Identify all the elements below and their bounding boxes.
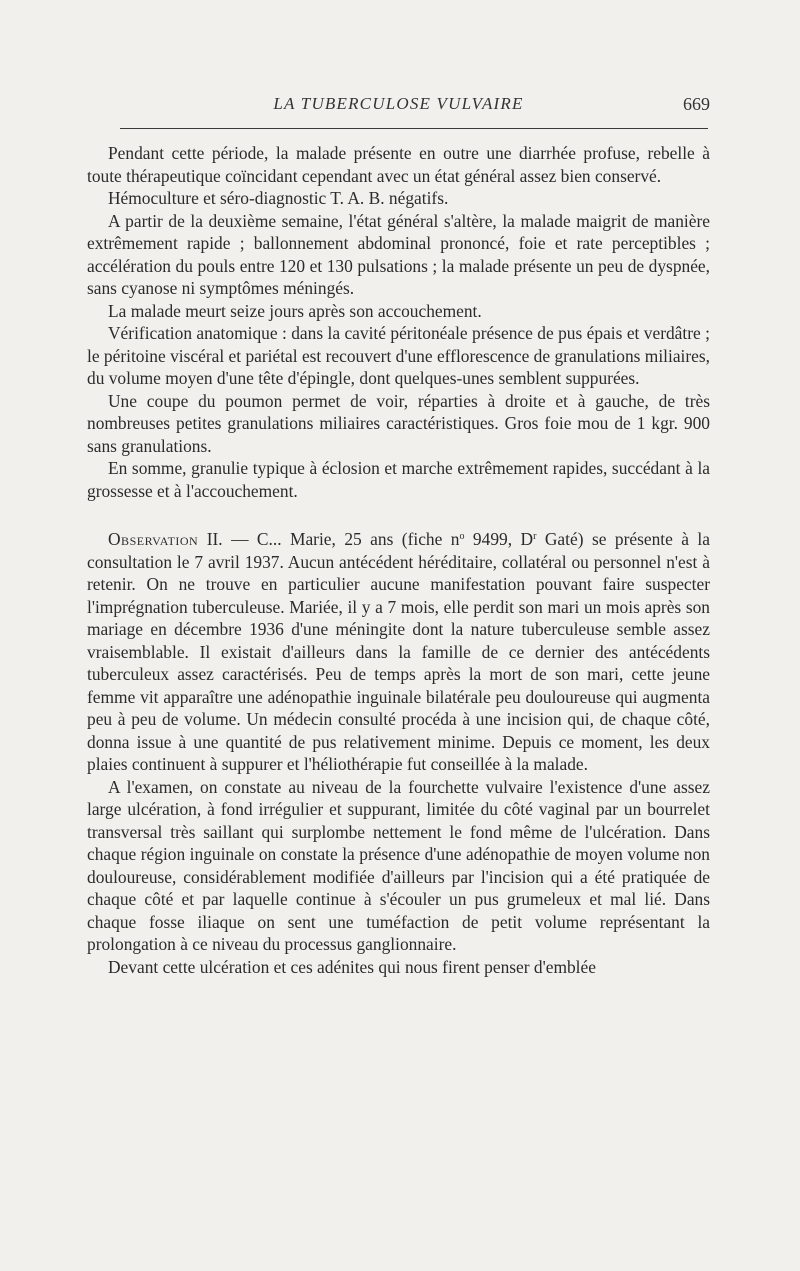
numero-sup: o xyxy=(459,531,465,542)
paragraph: En somme, granulie typique à éclosion et marche extrêmement rapides, succédant à la grossesse et à l'accouchement. xyxy=(87,458,710,501)
observation-paragraph xyxy=(87,528,710,776)
observation-text: Gaté) se présente à la consultation le 7 avril 1937. Aucun antécédent héréditaire, collatéral ou personnel n'est à retenir. On ne trouve en particulier aucune manifestation pouvant faire suspecter l'imprégnation tuberculeuse. Mariée, il y a 7 mois, elle perdit son mari un mois après son mariage en décembre 1936 d'une méningite dont la nature tuberculeuse semble assez vraisemblable. Il existait d'ailleurs dans la famille de ce dernier des antécédents tuberculeux assez caractérisés. Peu de temps après la mort de son mari, cette jeune femme vit apparaître une adénopathie inguinale bilatérale peu douloureuse qui augmenta peu à peu de volume. Un médecin consulté procéda à une incision qui, de chaque côté, donna issue à une quantité de pus relativement minime. Depuis ce moment, les deux plaies continuent à suppurer et l'héliothérapie fut conseillée à la malade. xyxy=(87,529,710,774)
paragraph: Vérification anatomique : dans la cavité péritonéale présence de pus épais et verdâtre ; le péritoine viscéral et pariétal est recouvert d'une efflorescence de granulations miliaires, du volume moyen d'une tête d'épingle, dont quelques-unes semblent suppurées. xyxy=(87,323,710,388)
paragraph: A l'examen, on constate au niveau de la fourchette vulvaire l'existence d'une assez large ulcération, à fond irrégulier et suppurant, limitée du côté vaginal par un bourrelet transversal très saillant qui surplombe nettement le fond même de l'ulcération. Dans chaque région inguinale on constate la présence d'une adénopathie de moyen volume non douloureuse, considérablement modifiée d'ailleurs par l'incision qui a été pratiquée de chaque côté et par laquelle continue à s'écouler un pus grumeleux et mal lié. Dans chaque fosse iliaque on sent une tuméfaction de petit volume représentant la prolongation à ce niveau du processus ganglionnaire. xyxy=(87,776,710,954)
page-number: 669 xyxy=(683,94,710,114)
body-text xyxy=(87,142,710,978)
observation-number: II. — C... Marie, 25 ans (fiche n xyxy=(206,529,460,549)
header-rule xyxy=(120,128,708,129)
doctor-sup: r xyxy=(533,531,537,542)
observation-label: Observation xyxy=(108,529,199,549)
page-header xyxy=(87,94,710,118)
paragraph: Devant cette ulcération et ces adénites qui nous firent penser d'emblée xyxy=(108,956,596,977)
paragraph: A partir de la deuxième semaine, l'état général s'altère, la malade maigrit de manière extrêmement rapide ; ballonnement abdominal prononcé, foie et rate perceptibles ; accélération du pouls entre 120 et 130 pulsations ; la malade présente un peu de dyspnée, sans cyanose ni symptômes méningés. xyxy=(87,210,710,298)
paragraph: La malade meurt seize jours après son accouchement. xyxy=(108,300,482,321)
running-title: LA TUBERCULOSE VULVAIRE xyxy=(273,94,524,113)
paragraph: Pendant cette période, la malade présente en outre une diarrhée profuse, rebelle à toute thérapeutique coïncidant cependant avec un état général assez bien conservé. xyxy=(87,143,710,186)
paragraph: Hémoculture et séro-diagnostic T. A. B. négatifs. xyxy=(108,188,449,208)
paragraph: Une coupe du poumon permet de voir, réparties à droite et à gauche, de très nombreuses petites granulations miliaires caractéristiques. Gros foie mou de 1 kgr. 900 sans granulations. xyxy=(87,390,710,456)
fiche-number: 9499, D xyxy=(464,529,534,549)
